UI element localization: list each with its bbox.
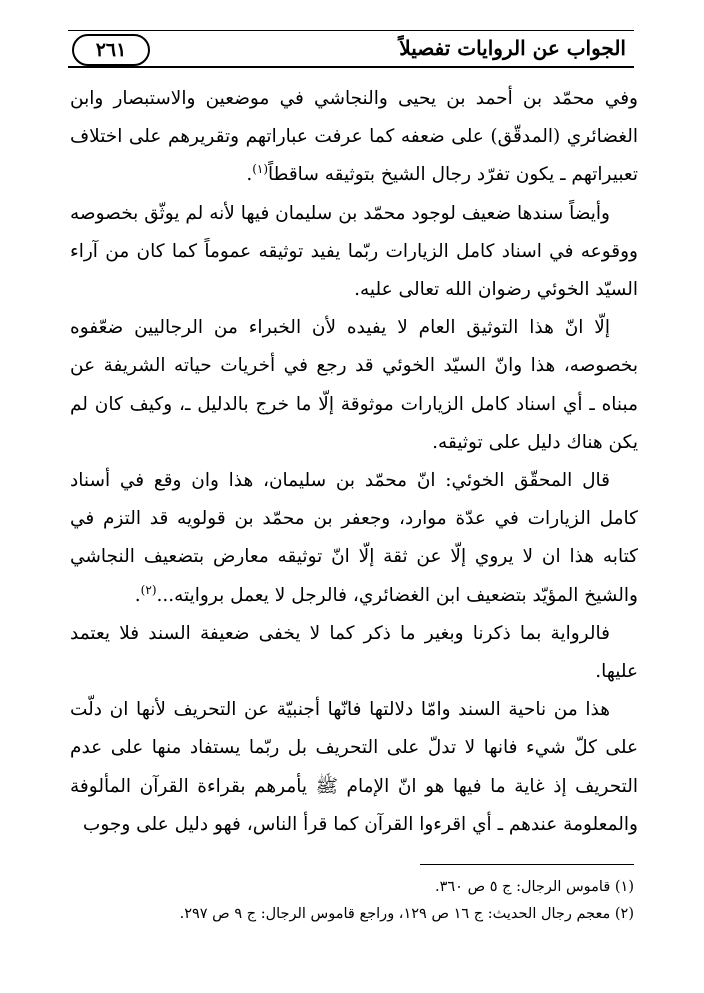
paragraph-1-text: وفي محمّد بن أحمد بن يحيى والنجاشي في موضعين والاستبصار وابن الغضائري (المدقّق) على ضعفه كما عرفت عباراتهم وتقريرهم على اختلاف تعبيراتهم ـ يكون تفرّد رجال الشيخ بتوثيقه ساقطاً xyxy=(70,88,638,186)
page-number: ٢٦١ xyxy=(72,34,150,66)
paragraph-4-text: قال المحقّق الخوئي: انّ محمّد بن سليمان، هذا وان وقع في أسناد كامل الزيارات في عدّة موارد، وجعفر بن محمّد بن قولويه قد التزم في كتابه هذا ان لا يروي إلّا عن ثقة إلّا انّ توثيقه معارض بتضعيف النجاشي والشيخ المؤيّد بتضعيف ابن الغضائري، فالرجل لا يعمل بروايته... xyxy=(70,470,638,606)
paragraph-4 xyxy=(70,462,638,615)
paragraph-1-end: . xyxy=(246,164,253,186)
header-bottom-rule xyxy=(68,66,634,68)
paragraph-5: فالرواية بما ذكرنا وبغير ما ذكر كما لا يخفى ضعيفة السند فلا يعتمد عليها. xyxy=(70,622,638,683)
paragraph-3: إلّا انّ هذا التوثيق العام لا يفيده لأن الخبراء من الرجاليين ضعّفوه بخصوصه، هذا وانّ السيّد الخوئي قد رجع في أخريات حياته الشريفة عن مبناه ـ أي اسناد كامل الزيارات موثوقة إلّا ما خرج بالدليل ـ، وكيف كان لم يكن هناك دليل على توثيقه. xyxy=(70,317,638,453)
paragraph-2: وأيضاً سندها ضعيف لوجود محمّد بن سليمان فيها لأنه لم يوثّق بخصوصه ووقوعه في اسناد كامل الزيارات ربّما يفيد توثيقه عموماً كما كان من آراء السيّد الخوئي رضوان الله تعالى عليه. xyxy=(70,202,638,301)
main-text xyxy=(70,80,638,844)
paragraph-6: هذا من ناحية السند وامّا دلالتها فانّها أجنبيّة عن التحريف لأنها ان دلّت على كلّ شيء فانها لا تدلّ على التحريف بل ربّما يستفاد منها على عدم التحريف إذ غاية ما فيها هو انّ الإمام ﷺ يأمرهم بقراءة القرآن المألوفة والمعلومة عندهم ـ أي اقرءوا القرآن كما قرأ الناس، فهو دليل على وجوب xyxy=(70,699,638,835)
footnote-2: (٢) معجم رجال الحديث: ج ١٦ ص ١٢٩، وراجع قاموس الرجال: ج ٩ ص ٢٩٧. xyxy=(179,906,634,922)
footnote-ref-1: (١) xyxy=(252,162,269,177)
header-top-rule xyxy=(68,30,634,31)
paragraph-1 xyxy=(70,80,638,195)
footnote-separator xyxy=(420,864,634,865)
footnotes xyxy=(70,874,634,928)
footnote-1: (١) قاموس الرجال: ج ٥ ص ٣٦٠. xyxy=(434,879,634,895)
footnote-ref-2: (٢) xyxy=(140,582,157,597)
paragraph-4-end: . xyxy=(134,584,141,606)
running-title: الجواب عن الروايات تفصيلاً xyxy=(399,36,626,60)
